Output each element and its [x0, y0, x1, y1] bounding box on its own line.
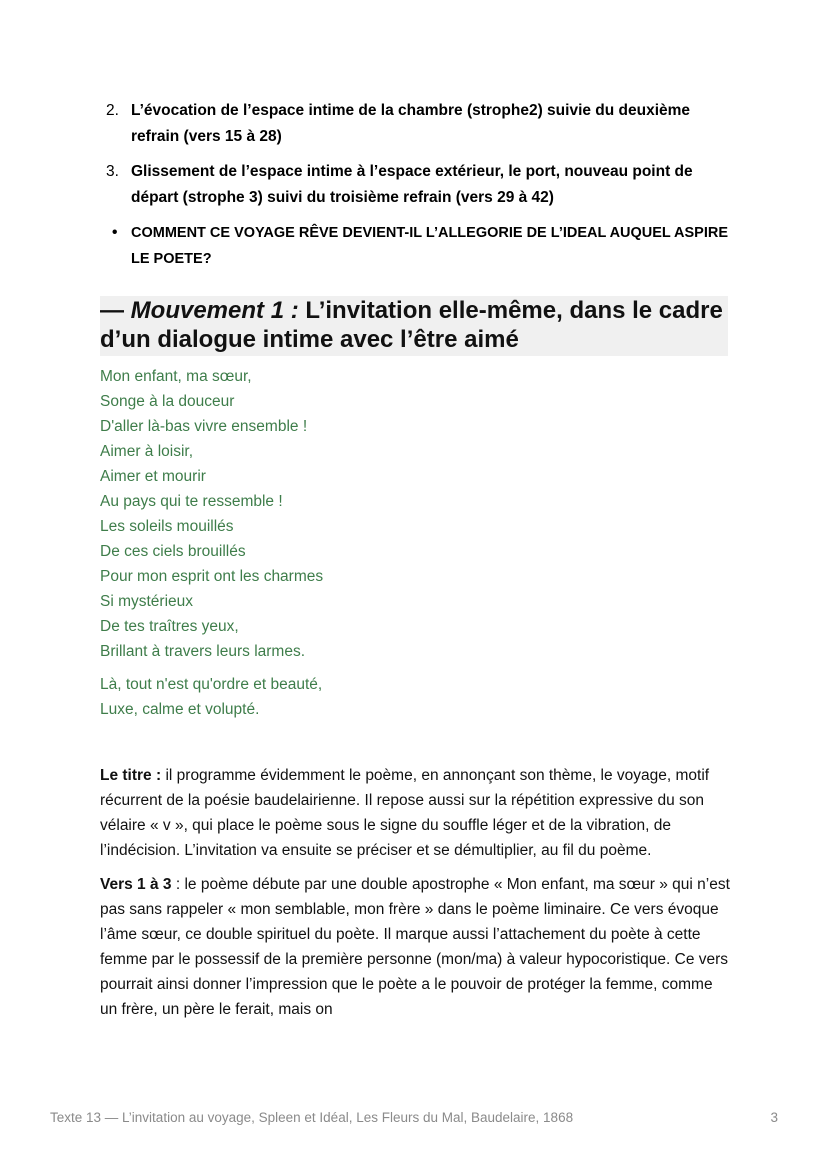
- poem-line: Aimer et mourir: [100, 468, 206, 485]
- commentary-paragraph: [100, 872, 730, 1022]
- outline-item-text: Glissement de l’espace intime à l’espace extérieur, le port, nouveau point de départ (strophe 3) suivi du troisième refrain (vers 29 à 42): [131, 163, 693, 206]
- poem-line: Mon enfant, ma sœur,: [100, 368, 252, 385]
- poem-line: Au pays qui te ressemble !: [100, 493, 283, 510]
- heading-dash: —: [100, 297, 131, 324]
- heading-title: L’invitation elle-même, dans le cadre d’un dialogue intime avec l’être aimé: [100, 297, 723, 353]
- list-marker: 3.: [106, 163, 119, 180]
- paragraph-text: il programme évidemment le poème, en annonçant son thème, le voyage, motif récurrent de la poésie baudelairienne. Il repose aussi sur la répétition expressive du son vélaire « v », qui place le poème sous le signe du souffle léger et de la vibration, de l’indécision. L’invitation va ensuite se préciser et se démultiplier, au fil du poème.: [100, 767, 710, 859]
- bullet-icon: •: [112, 224, 118, 241]
- poem-line: Aimer à loisir,: [100, 443, 194, 460]
- list-marker: 2.: [106, 102, 119, 119]
- poem-line: D'aller là-bas vivre ensemble !: [100, 418, 308, 435]
- commentary-paragraph: [100, 763, 730, 863]
- page-number: 3: [770, 1110, 778, 1125]
- outline-list: [100, 98, 740, 281]
- poem-line: Les soleils mouillés: [100, 518, 234, 535]
- commentary: [100, 763, 730, 1031]
- poem-line: Luxe, calme et volupté.: [100, 701, 260, 718]
- outline-question: [100, 220, 740, 272]
- poem-line: Si mystérieux: [100, 593, 194, 610]
- poem-line: Songe à la douceur: [100, 393, 235, 410]
- poem-line: De ces ciels brouillés: [100, 543, 246, 560]
- paragraph-label: Vers 1 à 3: [100, 876, 172, 893]
- poem-line: Pour mon esprit ont les charmes: [100, 568, 324, 585]
- outline-question-text: COMMENT CE VOYAGE RÊVE DEVIENT-IL L’ALLEGORIE DE L’IDEAL AUQUEL ASPIRE LE POETE?: [131, 225, 729, 267]
- poem-line: Là, tout n'est qu'ordre et beauté,: [100, 676, 323, 693]
- page-footer: [50, 1108, 778, 1128]
- paragraph-text: : le poème débute par une double apostrophe « Mon enfant, ma sœur » qui n’est pas sans rappeler « mon semblable, mon frère » dans le poème liminaire. Ce vers évoque l’âme sœur, ce double spirituel du poète. Il marque aussi l’attachement du poète à cette femme par le possessif de la première personne (mon/ma) à valeur hypocoristique. Ce vers pourrait ainsi donner l’impression que le poète a le pouvoir de protéger la femme, comme un frère, un père le ferait, mais on: [100, 876, 730, 1018]
- section-heading: [100, 296, 728, 356]
- poem-refrain: [100, 672, 740, 722]
- movement-label: Mouvement 1 :: [130, 297, 299, 324]
- outline-item: [100, 159, 740, 211]
- outline-item-text: L’évocation de l’espace intime de la chambre (strophe2) suivie du deuxième refrain (vers 15 à 28): [131, 102, 691, 145]
- paragraph-label: Le titre :: [100, 767, 162, 784]
- outline-item: [100, 98, 740, 150]
- poem-line: Brillant à travers leurs larmes.: [100, 643, 306, 660]
- footer-text: Texte 13 — L’invitation au voyage, Spleen et Idéal, Les Fleurs du Mal, Baudelaire, 1868: [50, 1110, 574, 1125]
- poem-line: De tes traîtres yeux,: [100, 618, 239, 635]
- poem-stanza: [100, 364, 740, 664]
